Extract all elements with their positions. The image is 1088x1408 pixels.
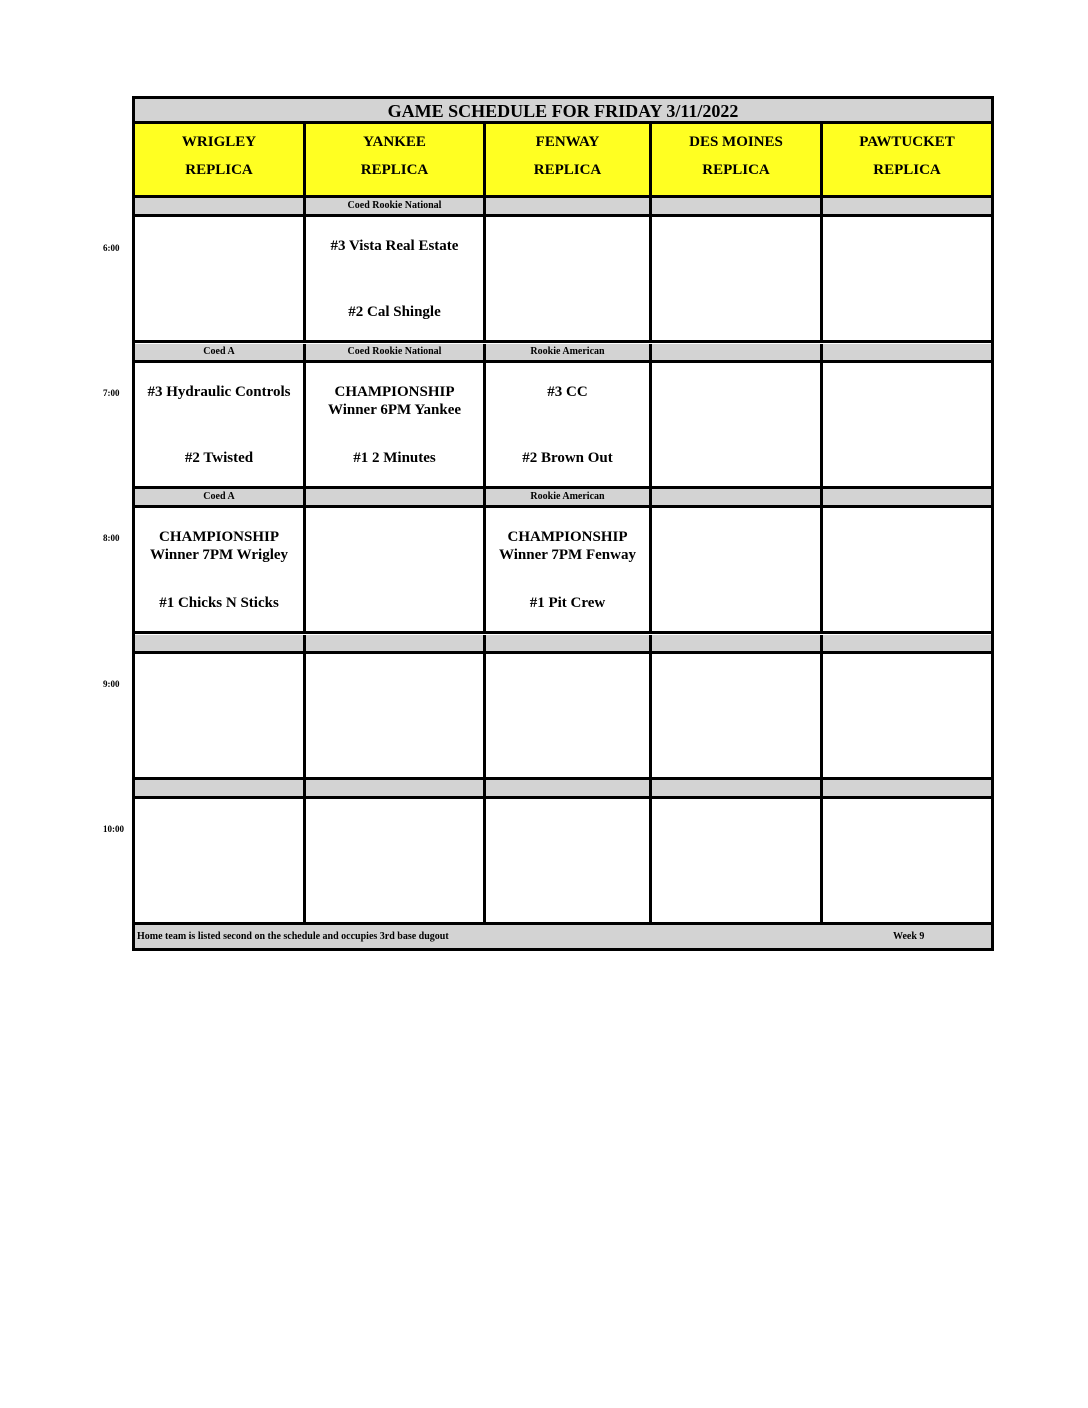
game-cell [306, 654, 486, 780]
division-label [652, 780, 823, 799]
venue-name: DES MOINES [689, 134, 783, 150]
division-label [823, 489, 991, 508]
time-label: 9:00 [103, 679, 120, 689]
game-cell [306, 363, 486, 489]
away-team-line-2: Winner 7PM Fenway [499, 547, 636, 563]
game-cell [135, 508, 306, 634]
division-label [135, 780, 306, 799]
game-cell [823, 217, 991, 343]
game-cell [823, 654, 991, 780]
division-label [486, 780, 652, 799]
away-team-line: CHAMPIONSHIP [159, 529, 279, 545]
game-cell [306, 217, 486, 343]
game-cell [486, 799, 652, 925]
division-label [652, 198, 823, 217]
schedule-table [132, 96, 994, 951]
division-label: Rookie American [486, 489, 652, 508]
division-label [652, 635, 823, 654]
game-cell [486, 654, 652, 780]
division-label: Rookie American [486, 344, 652, 363]
home-team: #2 Cal Shingle [348, 304, 441, 320]
game-cell [652, 654, 823, 780]
venue-subtitle: REPLICA [185, 162, 253, 178]
venue-header [652, 124, 823, 198]
division-label [486, 635, 652, 654]
division-label [135, 635, 306, 654]
home-team: #1 2 Minutes [353, 450, 436, 466]
game-cell [823, 508, 991, 634]
division-label [823, 198, 991, 217]
game-cell [486, 217, 652, 343]
away-team-line: CHAMPIONSHIP [507, 529, 628, 545]
game-cell [306, 508, 486, 634]
time-label: 7:00 [103, 388, 120, 398]
game-cell [652, 217, 823, 343]
time-label: 6:00 [103, 243, 120, 253]
venue-header [486, 124, 652, 198]
page-title: GAME SCHEDULE FOR FRIDAY 3/11/2022 [135, 99, 991, 124]
away-team-line-2: Winner 6PM Yankee [327, 402, 462, 418]
away-team [306, 383, 483, 419]
game-cell [135, 217, 306, 343]
home-team: #2 Twisted [184, 450, 254, 466]
venue-name: PAWTUCKET [859, 134, 955, 150]
game-cell [823, 799, 991, 925]
away-team-line: CHAMPIONSHIP [334, 384, 455, 400]
division-label [823, 635, 991, 654]
home-team: #1 Pit Crew [529, 595, 606, 611]
game-cell [652, 799, 823, 925]
division-label: Coed A [135, 489, 306, 508]
division-label [486, 198, 652, 217]
division-label [135, 198, 306, 217]
game-cell [486, 363, 652, 489]
venue-subtitle: REPLICA [533, 162, 602, 178]
division-label: Coed Rookie National [306, 198, 486, 217]
division-label [306, 489, 486, 508]
venue-name: WRIGLEY [181, 134, 257, 150]
away-team [486, 528, 649, 564]
division-label [652, 344, 823, 363]
division-label [306, 635, 486, 654]
away-team [306, 237, 483, 255]
away-team [135, 528, 303, 564]
home-team: #1 Chicks N Sticks [159, 595, 279, 611]
division-label [306, 780, 486, 799]
away-team-line: #3 Hydraulic Controls [147, 384, 291, 400]
away-team [135, 383, 303, 401]
away-team-line-2: Winner 7PM Wrigley [149, 547, 289, 563]
footer-note: Home team is listed second on the schedule and occupies 3rd base dugout [137, 931, 449, 942]
venue-name: YANKEE [363, 134, 426, 150]
game-cell [135, 654, 306, 780]
game-cell [823, 363, 991, 489]
division-label [823, 344, 991, 363]
game-cell [306, 799, 486, 925]
week-label: Week 9 [893, 931, 925, 942]
venue-header [135, 124, 306, 198]
venue-subtitle: REPLICA [702, 162, 770, 178]
venue-subtitle: REPLICA [873, 162, 941, 178]
division-label: Coed A [135, 344, 306, 363]
division-label: Coed Rookie National [306, 344, 486, 363]
game-cell [486, 508, 652, 634]
venue-subtitle: REPLICA [360, 162, 429, 178]
division-label [652, 489, 823, 508]
footer-bar [135, 925, 991, 948]
away-team-line: #3 Vista Real Estate [330, 238, 459, 254]
away-team-line: #3 CC [547, 384, 588, 400]
venue-header [823, 124, 991, 198]
away-team [486, 383, 649, 401]
division-label [823, 780, 991, 799]
venue-header [306, 124, 486, 198]
game-cell [652, 363, 823, 489]
venue-name: FENWAY [535, 134, 600, 150]
game-cell [135, 799, 306, 925]
game-cell [652, 508, 823, 634]
time-label: 8:00 [103, 533, 120, 543]
time-label: 10:00 [103, 824, 124, 834]
game-cell [135, 363, 306, 489]
home-team: #2 Brown Out [522, 450, 613, 466]
